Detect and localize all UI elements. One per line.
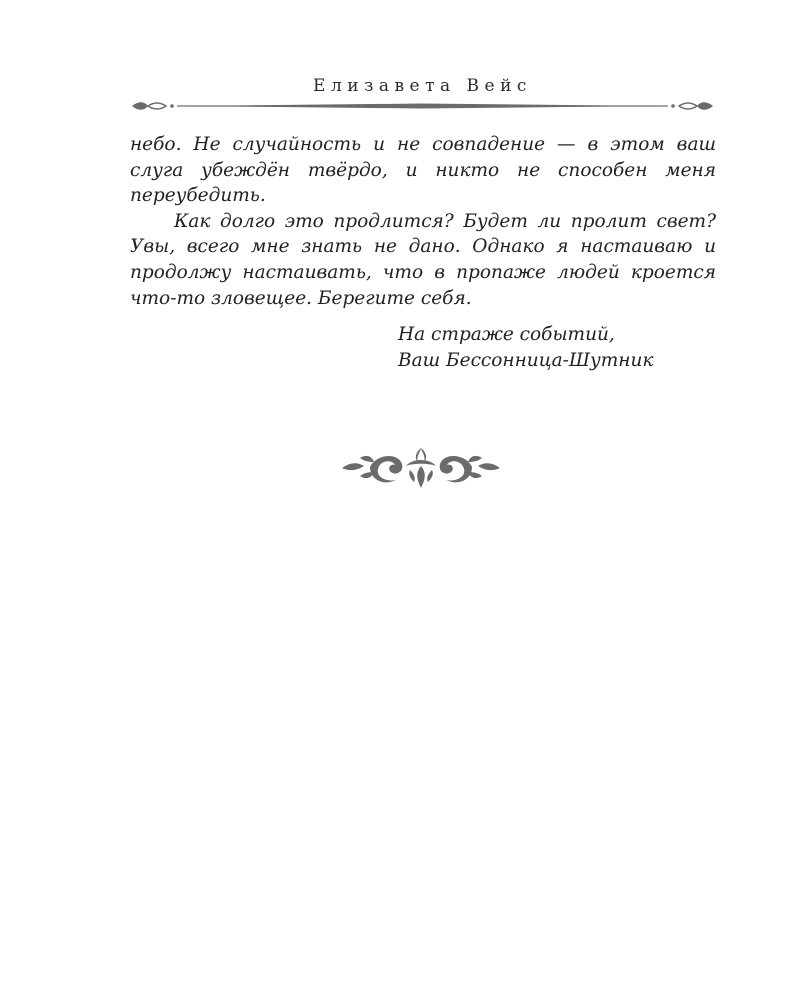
signature-line: Ваш Бессонница-Шутник [398, 349, 654, 371]
decorative-vignette-ornament [340, 444, 502, 490]
body-text [130, 132, 716, 311]
running-header-author: Елизавета Вейс [313, 76, 532, 96]
header-divider-ornament [130, 97, 715, 115]
signature-block [398, 322, 728, 373]
paragraph: небо. Не случайность и не совпадение — в этом ваш слуга убеждён твёрдо, и никто не способен меня переубедить. [130, 134, 716, 207]
paragraph: Как долго это продлится? Будет ли пролит свет? Увы, всего мне знать не дано. Однако я настаиваю и продолжу настаивать, что в пропаже людей кроется что-то зловещее. Берегите себя. [130, 210, 716, 309]
signature-line: На страже событий, [398, 324, 615, 345]
